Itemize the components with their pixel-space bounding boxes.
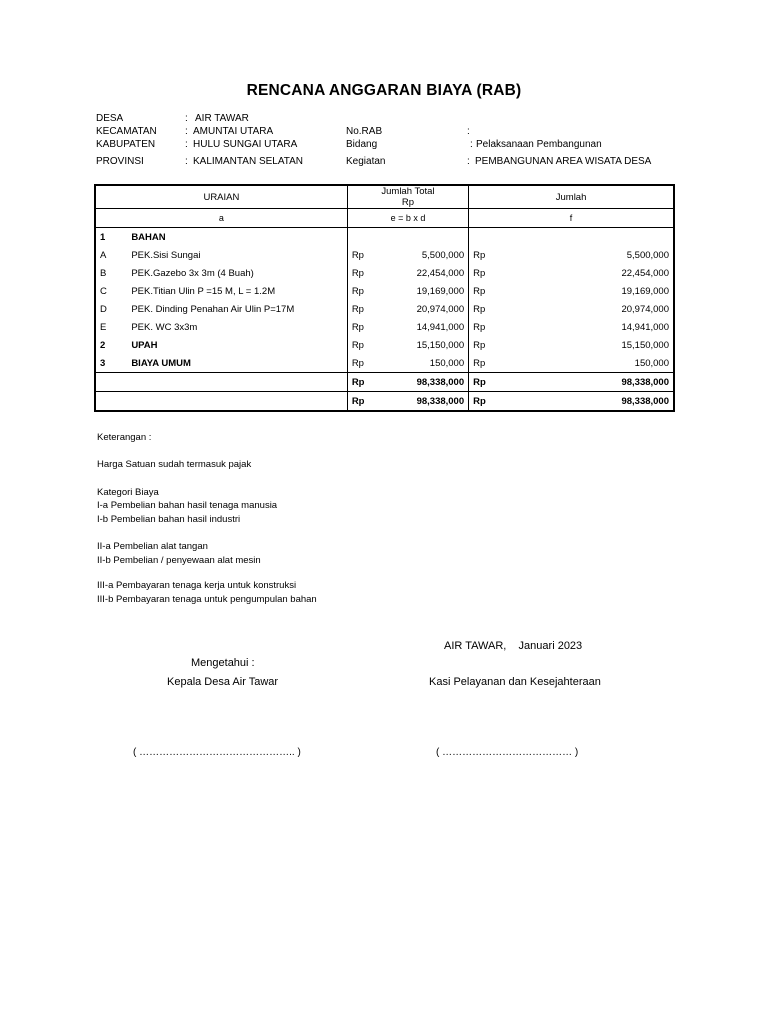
notes-category-iib: II-b Pembelian / penyewaan alat mesin [97, 555, 261, 566]
row-total: 15,150,000 [416, 339, 465, 351]
col-uraian-header: URAIAN [95, 185, 347, 209]
table-body [95, 228, 674, 373]
kabupaten-value: HULU SUNGAI UTARA [193, 139, 298, 150]
currency-label: Rp [351, 339, 364, 351]
notes-category-iiib: III-b Pembayaran tenaga untuk pengumpulan bahan [97, 594, 317, 605]
row-jumlah: 14,941,000 [621, 321, 669, 333]
sub-a: a [95, 209, 347, 228]
currency-label: Rp [473, 376, 486, 388]
currency-label: Rp [473, 395, 486, 407]
row-number: E [100, 321, 107, 333]
currency-label: Rp [351, 376, 365, 388]
row-description: BAHAN [131, 231, 166, 243]
row-number: A [100, 249, 107, 261]
currency-label: Rp [473, 321, 486, 333]
row-total: 22,454,000 [416, 267, 465, 279]
row-total: 14,941,000 [416, 321, 465, 333]
col-jumlah-header: Jumlah [469, 185, 674, 209]
col-total-header [347, 185, 468, 209]
grand-total-cell [347, 392, 468, 412]
row-number: C [100, 285, 107, 297]
col-total-currency: Rp [401, 197, 415, 208]
row-jumlah: 5,500,000 [626, 249, 669, 261]
row-description: PEK.Gazebo 3x 3m (4 Buah) [131, 267, 254, 279]
row-total: 20,974,000 [416, 303, 465, 315]
row-jumlah: 150,000 [634, 357, 669, 369]
row-jumlah-cell [469, 336, 674, 354]
currency-label: Rp [473, 267, 486, 279]
kecamatan-colon: : [185, 126, 188, 137]
table-row [95, 246, 674, 264]
table-row [95, 318, 674, 336]
row-total-cell [347, 336, 468, 354]
grand-total-label-cell [95, 392, 347, 412]
kabupaten-colon: : [185, 139, 188, 150]
norab-colon: : [467, 126, 470, 137]
table-row [95, 300, 674, 318]
document-title: RENCANA ANGGARAN BIAYA (RAB) [246, 82, 522, 99]
row-jumlah-cell [469, 246, 674, 264]
kabupaten-label: KABUPATEN [96, 139, 156, 150]
row-total: 150,000 [429, 357, 465, 369]
row-jumlah-cell [469, 264, 674, 282]
signature-line-left: ( ……………………………………….. ) [133, 747, 301, 758]
currency-label: Rp [351, 357, 364, 369]
grand-jumlah-cell [469, 392, 674, 412]
currency-label: Rp [351, 321, 364, 333]
kegiatan-label: Kegiatan [346, 156, 386, 167]
row-jumlah-cell [469, 228, 674, 247]
table-row [95, 264, 674, 282]
row-total: 19,169,000 [416, 285, 465, 297]
row-total: 5,500,000 [421, 249, 465, 261]
currency-label: Rp [351, 267, 364, 279]
mengetahui-label: Mengetahui : [191, 657, 255, 669]
row-number: B [100, 267, 107, 279]
currency-label: Rp [351, 395, 365, 407]
subtotal-jumlah: 98,338,000 [621, 376, 669, 388]
row-description: UPAH [131, 339, 158, 351]
table-row [95, 282, 674, 300]
sub-e: e = b x d [347, 209, 468, 228]
col-total-label: Jumlah Total [381, 186, 435, 197]
row-total-cell [347, 264, 468, 282]
place-date: AIR TAWAR, Januari 2023 [444, 640, 583, 652]
subtotal-jumlah-cell [469, 373, 674, 392]
row-total-cell [347, 228, 468, 247]
signatory-left-title: Kepala Desa Air Tawar [167, 676, 279, 688]
table-row [95, 228, 674, 247]
row-description: PEK. WC 3x3m [131, 321, 198, 333]
subtotal-total: 98,338,000 [416, 376, 465, 388]
row-jumlah-cell [469, 318, 674, 336]
table-header-row [95, 185, 674, 209]
currency-label: Rp [351, 249, 364, 261]
kegiatan-value: PEMBANGUNAN AREA WISATA DESA [475, 156, 652, 167]
kecamatan-value: AMUNTAI UTARA [193, 126, 274, 137]
row-jumlah: 22,454,000 [621, 267, 669, 279]
grand-total-row [95, 392, 674, 412]
notes-category-ia: I-a Pembelian bahan hasil tenaga manusia [97, 500, 278, 511]
notes-category-ib: I-b Pembelian bahan hasil industri [97, 514, 241, 525]
row-number: 1 [100, 231, 106, 243]
row-jumlah-cell [469, 354, 674, 373]
table-row [95, 354, 674, 373]
row-number: 3 [100, 357, 106, 369]
signature-line-right: ( ………………………………… ) [436, 747, 579, 758]
row-description: PEK.Titian Ulin P =15 M, L = 1.2M [131, 285, 276, 297]
row-description: PEK. Dinding Penahan Air Ulin P=17M [131, 303, 295, 315]
kecamatan-label: KECAMATAN [96, 126, 157, 137]
row-total-cell [347, 354, 468, 373]
kegiatan-colon: : [467, 156, 470, 167]
subtotal-row [95, 373, 674, 392]
row-jumlah: 15,150,000 [621, 339, 669, 351]
signatory-right-title: Kasi Pelayanan dan Kesejahteraan [429, 676, 601, 688]
sub-f: f [469, 209, 674, 228]
desa-label: DESA [96, 113, 124, 124]
row-number: 2 [100, 339, 106, 351]
bidang-value: Pelaksanaan Pembangunan [476, 139, 602, 150]
row-jumlah-cell [469, 282, 674, 300]
subtotal-total-cell [347, 373, 468, 392]
budget-table [94, 184, 675, 412]
currency-label: Rp [473, 339, 486, 351]
row-total-cell [347, 300, 468, 318]
row-total-cell [347, 246, 468, 264]
row-description: PEK.Sisi Sungai [131, 249, 201, 261]
currency-label: Rp [473, 285, 486, 297]
grand-jumlah: 98,338,000 [621, 395, 669, 407]
provinsi-value: KALIMANTAN SELATAN [193, 156, 304, 167]
subtotal-label-cell [95, 373, 347, 392]
currency-label: Rp [351, 303, 364, 315]
row-jumlah-cell [469, 300, 674, 318]
row-jumlah: 20,974,000 [621, 303, 669, 315]
provinsi-colon: : [185, 156, 188, 167]
notes-category-iia: II-a Pembelian alat tangan [97, 541, 208, 552]
bidang-label: Bidang [346, 139, 378, 150]
currency-label: Rp [473, 357, 486, 369]
grand-total: 98,338,000 [416, 395, 465, 407]
row-total-cell [347, 318, 468, 336]
bidang-colon: : [470, 139, 473, 150]
notes-category-heading: Kategori Biaya [97, 487, 159, 498]
row-number: D [100, 303, 107, 315]
table-row [95, 336, 674, 354]
provinsi-label: PROVINSI [96, 156, 144, 167]
currency-label: Rp [473, 303, 486, 315]
row-total-cell [347, 282, 468, 300]
notes-category-iiia: III-a Pembayaran tenaga kerja untuk konstruksi [97, 580, 297, 591]
currency-label: Rp [351, 285, 364, 297]
currency-label: Rp [473, 249, 486, 261]
norab-label: No.RAB [346, 126, 383, 137]
notes-heading: Keterangan : [97, 432, 152, 443]
row-jumlah: 19,169,000 [621, 285, 669, 297]
notes-tax: Harga Satuan sudah termasuk pajak [97, 459, 252, 470]
desa-colon: : [185, 113, 188, 124]
desa-value: AIR TAWAR [195, 113, 249, 124]
table-subheader-row [95, 209, 674, 228]
row-description: BIAYA UMUM [131, 357, 191, 369]
